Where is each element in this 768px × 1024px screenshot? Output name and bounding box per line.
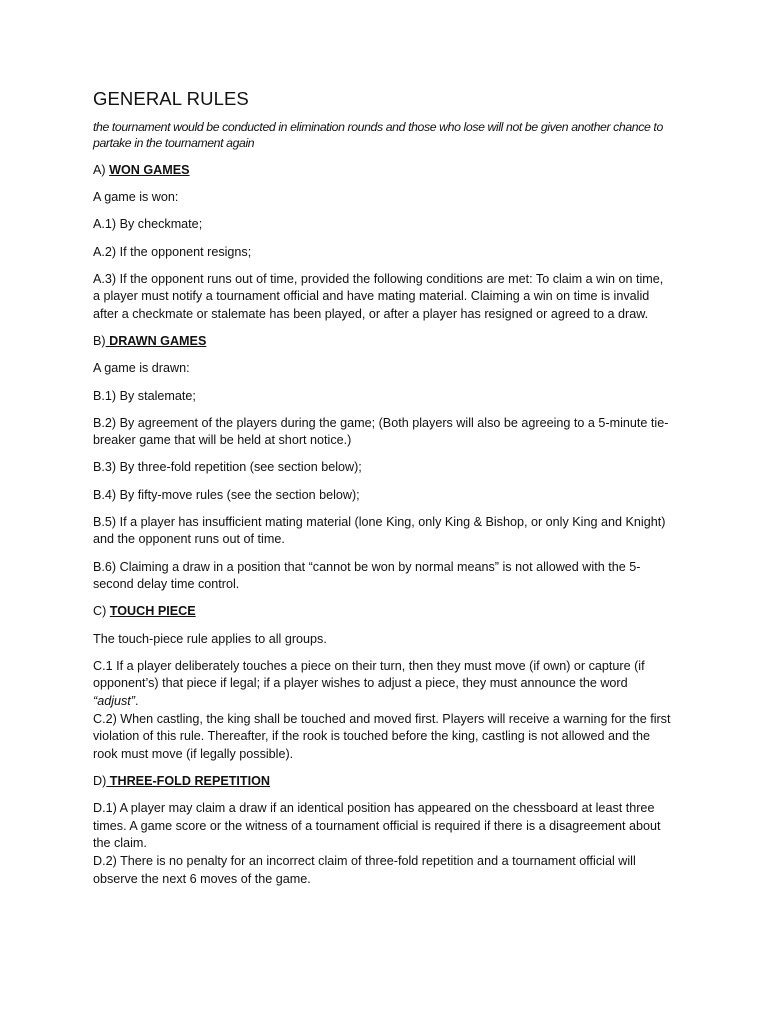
section-c-title: TOUCH PIECE (109, 604, 196, 619)
rule-a2: A.2) If the opponent resigns; (93, 244, 252, 259)
rule-d1: D.1) A player may claim a draw if an identical position has appeared on the chessboard at least three times. A game score or the witness of a tournament official is required if there is a disagreement about the claim. (93, 801, 661, 851)
rule-b3: B.3) By three-fold repetition (see section below); (93, 460, 362, 475)
rule-b6: B.6) Claiming a draw in a position that “cannot be won by normal means” is not allowed with the 5-second delay time control. (93, 559, 641, 592)
section-b-heading (93, 333, 673, 351)
section-c-lead: The touch-piece rule applies to all groups. (93, 631, 327, 646)
section-a-heading (93, 162, 673, 180)
intro-text: the tournament would be conducted in elimination rounds and those who lose will not be given another chance to partake in the tournament again (93, 120, 663, 150)
section-b-title: DRAWN GAMES (105, 334, 207, 349)
document-body (93, 88, 673, 888)
section-a-title: WON GAMES (109, 163, 190, 177)
rule-c1-end: . (135, 693, 139, 708)
section-d-title: THREE-FOLD REPETITION (106, 773, 271, 788)
rule-c2: C.2) When castling, the king shall be touched and moved first. Players will receive a warning for the first violation of this rule. Thereafter, if the rook is touched before the king, castling is not allowed and the rook must move (if legally possible). (93, 711, 671, 761)
rule-a3: A.3) If the opponent runs out of time, provided the following conditions are met: To claim a win on time, a player must notify a tournament official and have mating material. Claiming a win on time is invalid after a checkmate or stalemate has been played, or after a player has resigned or agreed to a draw. (93, 271, 664, 321)
rule-b5: B.5) If a player has insufficient mating material (lone King, only King & Bishop, or only King and Knight) and the opponent runs out of time. (93, 514, 666, 547)
section-a-lead: A game is won: (93, 190, 179, 205)
section-c-heading (93, 603, 673, 621)
rule-b4: B.4) By fifty-move rules (see the section below); (93, 487, 360, 502)
section-d-label: D) (93, 773, 107, 788)
section-c-label: C) (93, 604, 110, 619)
rule-c1-adjust-word: “adjust” (93, 693, 135, 708)
rule-c1-text: C.1 If a player deliberately touches a piece on their turn, then they must move (if own) or capture (if opponent’s) that piece if legal; if a player wishes to adjust a piece, they must announce the word (93, 658, 645, 691)
section-d-heading (93, 773, 673, 791)
section-a-label: A) (93, 163, 110, 177)
rule-d2: D.2) There is no penalty for an incorrect claim of three-fold repetition and a tournament official will observe the next 6 moves of the game. (93, 853, 636, 886)
rule-b2: B.2) By agreement of the players during the game; (Both players will also be agreeing to a 5-minute tie-breaker game that will be held at short notice.) (93, 415, 669, 448)
page-title: GENERAL RULES (93, 88, 249, 109)
section-b-label: B) (93, 334, 106, 349)
rule-c1 (93, 658, 673, 711)
section-b-lead: A game is drawn: (93, 361, 190, 376)
rule-b1: B.1) By stalemate; (93, 388, 196, 403)
rule-a1: A.1) By checkmate; (93, 217, 203, 232)
